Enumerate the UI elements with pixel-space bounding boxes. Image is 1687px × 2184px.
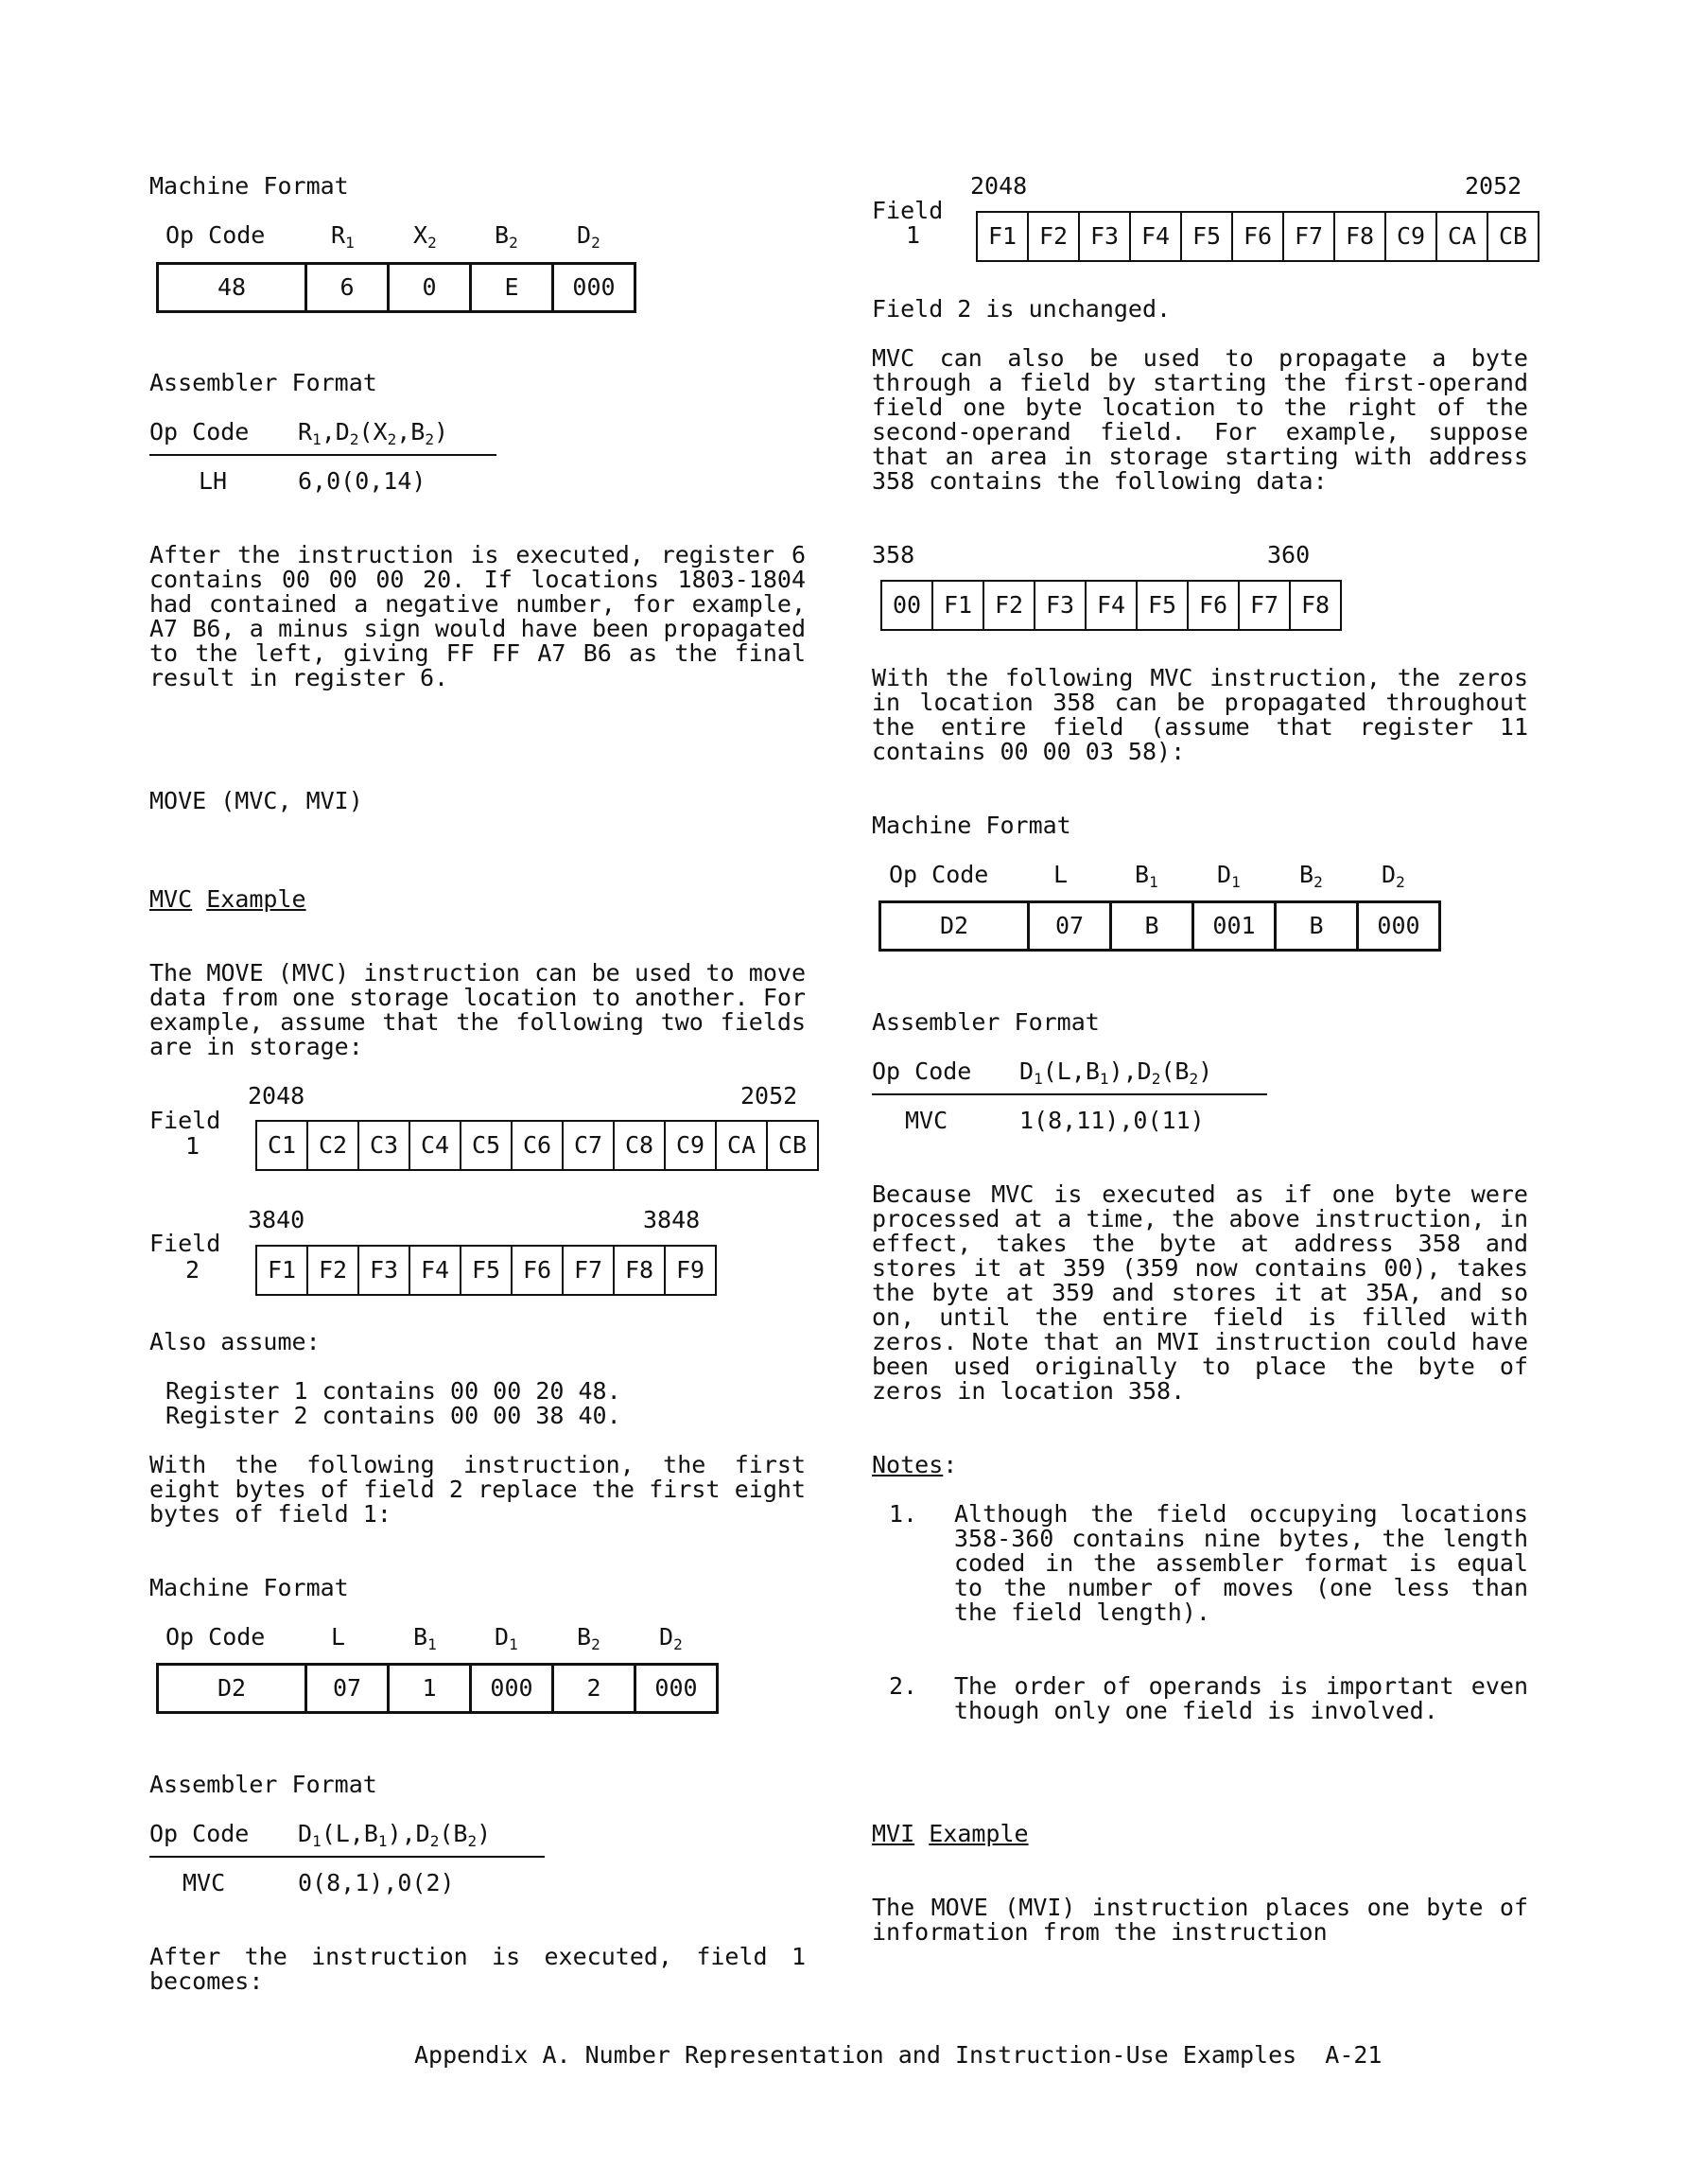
note-2-text: The order of operands is important even though only one field is involved. (954, 1672, 1528, 1724)
assembler-rule-3 (872, 1093, 1267, 1095)
byte-cell: C5 (461, 1121, 512, 1170)
byte-cell: 00 (881, 581, 932, 630)
header-opcode: Op Code (165, 221, 266, 249)
byte-cell: C9 (665, 1121, 716, 1170)
assembler-format-label-1: Assembler Format (149, 369, 377, 396)
format-cell: 6 (306, 264, 389, 312)
format-cell: D2 (158, 1665, 306, 1713)
machine-format-label-2: Machine Format (149, 1574, 349, 1601)
paragraph-mvi-intro: The MOVE (MVI) instruction places one byte of information from the instruction (872, 1894, 1528, 1946)
machine-format-label-3: Machine Format (872, 812, 1071, 839)
field-label: Field (872, 197, 944, 224)
format-cell: 000 (471, 1665, 553, 1713)
byte-cell: F2 (307, 1246, 358, 1295)
field-start-address: 2048 (970, 172, 1028, 200)
byte-cell: CB (767, 1121, 818, 1170)
format-cell: 07 (1029, 902, 1111, 951)
paragraph-mvc-intro: The MOVE (MVC) instruction can be used to move data from one storage location to another. For example, assume that the following two fields are in storage: (149, 959, 806, 1060)
byte-cell: C7 (563, 1121, 614, 1170)
also-assume: Also assume: (149, 1328, 321, 1355)
move-heading: MOVE (MVC, MVI) (149, 787, 363, 814)
field2-bytes-table (255, 1245, 717, 1296)
format-cell: 48 (158, 264, 306, 312)
area-start-address: 358 (872, 541, 915, 568)
byte-cell: F8 (614, 1246, 665, 1295)
format-cell: 000 (553, 264, 635, 312)
assembler-operands-1: 6,0(0,14) (298, 467, 426, 495)
area-bytes-table (880, 580, 1342, 631)
byte-cell: F3 (1035, 581, 1086, 630)
byte-cell: F7 (563, 1246, 614, 1295)
field-end-address: 2052 (740, 1082, 798, 1109)
byte-cell: F3 (358, 1246, 409, 1295)
byte-cell: F6 (1188, 581, 1239, 630)
header-opcode: Op Code (889, 861, 989, 888)
assembler-opcode-header-3: Op Code (872, 1057, 972, 1085)
byte-cell: C1 (256, 1121, 307, 1170)
header-d1: $D_1$ (1217, 861, 1241, 891)
machine-format-table-3 (878, 900, 1441, 952)
field-label: Field (149, 1230, 221, 1257)
paragraph-because-mvc: Because MVC is executed as if one byte were processed at a time, the above instruction, in effect, takes the byte at address 358 and stores it at 359 (359 now contains 00), takes the byte at 359 and stores it at 35A, and so on, until the entire field is filled with zeros. Note that an MVI instruction could have been used originally to place the byte of zeros in location 358. (872, 1180, 1528, 1405)
byte-cell: CB (1487, 212, 1539, 261)
assembler-operand-header-2: $D_1(L,B_1),D_2(B_2)$ (298, 1820, 492, 1850)
format-cell: 000 (1358, 902, 1440, 951)
format-cell: 0 (389, 264, 471, 312)
byte-cell: F1 (977, 212, 1028, 261)
byte-cell: F1 (256, 1246, 307, 1295)
byte-cell: F2 (983, 581, 1035, 630)
byte-cell: C6 (512, 1121, 563, 1170)
mvc-example-heading: MVC Example (149, 885, 306, 913)
header-opcode: Op Code (165, 1623, 266, 1651)
field-start-address: 3840 (248, 1206, 305, 1233)
note-1-text: Although the field occupying locations 358-360 contains nine bytes, the length coded in the assembler format is equal to the number of moves (one less than the field length). (954, 1500, 1528, 1626)
format-cell: B (1111, 902, 1193, 951)
byte-cell: F5 (1137, 581, 1188, 630)
notes-heading: Notes: (872, 1451, 958, 1478)
format-cell: E (471, 264, 553, 312)
assembler-rule-2 (149, 1856, 545, 1858)
byte-cell: F5 (1181, 212, 1232, 261)
assembler-code-1: LH (199, 467, 228, 495)
byte-cell: F7 (1239, 581, 1290, 630)
field-number: 1 (906, 221, 921, 249)
byte-cell: F2 (1028, 212, 1079, 261)
field-start-address: 2048 (248, 1082, 305, 1109)
note-1-number: 1. (889, 1500, 918, 1528)
paragraph-mvc-propagate: With the following MVC instruction, the zeros in location 358 can be propagated throughout the entire field (assume that register 11 contains 00 00 03 58): (872, 664, 1528, 765)
assembler-operands-3: 1(8,11),0(11) (1019, 1107, 1205, 1134)
assembler-operand-header-3: $D_1(L,B_1),D_2(B_2)$ (1019, 1057, 1213, 1088)
format-cell: 000 (635, 1665, 718, 1713)
field1-bytes-table (255, 1120, 819, 1171)
header-r1: $R_1$ (331, 221, 355, 252)
header-b1: $B_1$ (1135, 861, 1158, 891)
field-number: 2 (185, 1256, 200, 1284)
byte-cell: F5 (461, 1246, 512, 1295)
machine-format-table-2 (156, 1663, 719, 1714)
assembler-opcode-header-1: Op Code (149, 418, 250, 446)
byte-cell: F7 (1283, 212, 1334, 261)
field-end-address: 3848 (643, 1206, 701, 1233)
header-x2: $X_2$ (413, 221, 437, 252)
format-cell: B (1276, 902, 1358, 951)
byte-cell: F4 (409, 1246, 461, 1295)
format-cell: D2 (880, 902, 1029, 951)
format-cell: 001 (1193, 902, 1276, 951)
format-cell: 07 (306, 1665, 389, 1713)
header-b2: $B_2$ (495, 221, 518, 252)
header-d1: $D_1$ (495, 1623, 518, 1653)
format-cell: 1 (389, 1665, 471, 1713)
byte-cell: F4 (1130, 212, 1181, 261)
byte-cell: F9 (665, 1246, 716, 1295)
field-number: 1 (185, 1132, 200, 1160)
byte-cell: C4 (409, 1121, 461, 1170)
page-footer: Appendix A. Number Representation and Instruction-Use Examples A-21 (414, 2041, 1383, 2069)
assembler-operand-header-1: $R_1,D_2(X_2,B_2)$ (298, 418, 449, 448)
header-b2: $B_2$ (577, 1623, 600, 1653)
field-end-address: 2052 (1465, 172, 1522, 200)
field2-unchanged: Field 2 is unchanged. (872, 295, 1172, 323)
byte-cell: F8 (1334, 212, 1385, 261)
mvi-example-heading: MVI Example (872, 1820, 1029, 1847)
register-1-line: Register 1 contains 00 00 20 48. (165, 1377, 621, 1405)
paragraph-lh-result: After the instruction is executed, register 6 contains 00 00 00 20. If locations 1803-1804 had contained a negative number, for example, A7 B6, a minus sign would have been propagated to the left, giving FF FF A7 B6 as the final result in register 6. (149, 541, 806, 691)
header-b2: $B_2$ (1299, 861, 1323, 891)
byte-cell: C3 (358, 1121, 409, 1170)
field-label: Field (149, 1107, 221, 1134)
header-d2: $D_2$ (659, 1623, 683, 1653)
note-2-number: 2. (889, 1672, 918, 1700)
field1-result-bytes-table (976, 211, 1539, 262)
header-b1: $B_1$ (413, 1623, 437, 1653)
byte-cell: F8 (1290, 581, 1341, 630)
machine-format-label-1: Machine Format (149, 172, 349, 200)
assembler-rule-1 (149, 454, 496, 456)
area-end-address: 360 (1267, 541, 1311, 568)
byte-cell: CA (1436, 212, 1487, 261)
assembler-format-label-3: Assembler Format (872, 1008, 1100, 1036)
byte-cell: C9 (1385, 212, 1436, 261)
byte-cell: C2 (307, 1121, 358, 1170)
header-l: L (1053, 861, 1069, 888)
assembler-operands-2: 0(8,1),0(2) (298, 1869, 455, 1896)
byte-cell: C8 (614, 1121, 665, 1170)
header-d2: $D_2$ (1382, 861, 1405, 891)
header-l: L (331, 1623, 346, 1651)
byte-cell: F1 (932, 581, 983, 630)
byte-cell: F4 (1086, 581, 1137, 630)
machine-format-table-1 (156, 262, 636, 313)
header-d2: $D_2$ (577, 221, 600, 252)
register-2-line: Register 2 contains 00 00 38 40. (165, 1402, 621, 1429)
format-cell: 2 (553, 1665, 635, 1713)
assembler-opcode-header-2: Op Code (149, 1820, 250, 1847)
paragraph-propagate: MVC can also be used to propagate a byte through a field by starting the first-operand field one byte location to the right of the second-operand field. For example, suppose that an area in storage starting with address 358 contains the following data: (872, 344, 1528, 495)
assembler-code-2: MVC (183, 1869, 226, 1896)
paragraph-with-instruction: With the following instruction, the first eight bytes of field 2 replace the first eight bytes of field 1: (149, 1451, 806, 1528)
assembler-format-label-2: Assembler Format (149, 1771, 377, 1798)
byte-cell: F6 (1232, 212, 1283, 261)
paragraph-after-instruction: After the instruction is executed, field 1 becomes: (149, 1943, 806, 1995)
assembler-code-3: MVC (905, 1107, 948, 1134)
byte-cell: F3 (1079, 212, 1130, 261)
byte-cell: F6 (512, 1246, 563, 1295)
byte-cell: CA (716, 1121, 767, 1170)
